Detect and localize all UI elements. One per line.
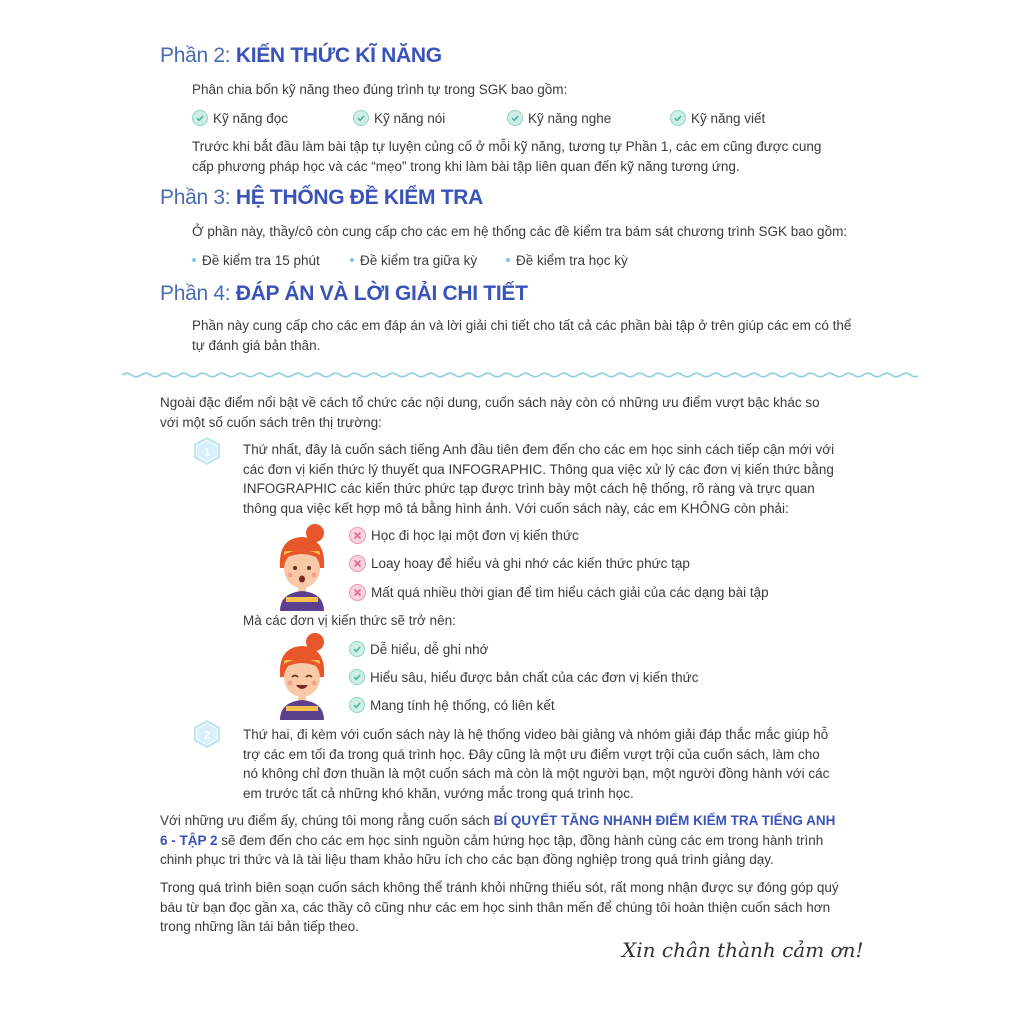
check-icon	[670, 110, 686, 126]
test-label: Đề kiểm tra học kỳ	[516, 252, 628, 268]
closing-paragraph-2: Trong quá trình biên soạn cuốn sách không thể tránh khỏi những thiếu sót, rất mong nhận được sự đóng góp quý báu từ bạn đọc gần xa, các thầy cô cũng như các em học sinh thân mến để chúng tôi hoàn thiện cuốn sách hơn trong những lần tái bản tiếp theo.	[160, 880, 839, 935]
positive-label: Dễ hiểu, dễ ghi nhớ	[370, 641, 489, 657]
first-advantage-text: Thứ nhất, đây là cuốn sách tiếng Anh đầu tiên đem đến cho các em học sinh cách tiếp cận mới với các đơn vị kiến thức lý thuyết qua INFOGRAPHIC. Thông qua việc xử lý các đơn vị kiến thức bằng INFOGRAPHIC các kiến thức phức tạp được trình bày một cách hệ thống, rõ ràng và trực quan thông qua việc kết hợp mô tả bằng hình ảnh. Với cuốn sách này, các em KHÔNG còn phải:	[243, 442, 835, 516]
skill-item	[670, 108, 765, 128]
part2-title: KIẾN THỨC KĨ NĂNG	[235, 44, 442, 67]
check-icon	[353, 110, 369, 126]
book-title: BÍ QUYẾT TĂNG NHANH ĐIỂM KIỂM TRA TIẾNG ANH 6 - TẬP 2	[160, 813, 836, 848]
number-2: 2	[203, 729, 211, 742]
part4-heading	[160, 282, 528, 306]
skill-item	[353, 108, 445, 128]
bullet-icon	[506, 258, 510, 262]
cross-icon	[349, 555, 366, 572]
cross-icon	[349, 527, 366, 544]
part3-prefix: Phần 3:	[160, 186, 236, 209]
part4-prefix: Phần 4:	[160, 282, 236, 305]
part4-body: Phần này cung cấp cho các em đáp án và lời giải chi tiết cho tất cả các phần bài tập ở trên giúp các em có thể tự đánh giá bản thân.	[192, 318, 852, 353]
wave-divider	[122, 368, 918, 382]
skill-label: Kỹ năng viết	[691, 110, 766, 126]
test-item	[350, 250, 477, 270]
test-item	[506, 250, 628, 270]
part2-prefix: Phần 2:	[160, 44, 236, 67]
happy-girl-illustration	[272, 632, 332, 720]
part2-heading	[160, 44, 442, 68]
advantages-intro: Ngoài đặc điểm nổi bật về cách tổ chức các nội dung, cuốn sách này còn có những ưu điểm vượt bậc khác so với một số cuốn sách trên thị trường:	[160, 395, 820, 430]
number-1: 1	[203, 446, 211, 459]
negative-item	[349, 525, 579, 545]
bullet-icon	[192, 258, 196, 262]
sad-girl-illustration	[272, 523, 332, 611]
negative-label: Mất quá nhiều thời gian để tìm hiểu cách giải của các dạng bài tập	[371, 584, 769, 600]
skill-label: Kỹ năng nói	[374, 110, 446, 126]
closing-before: Với những ưu điểm ấy, chúng tôi mong rằng cuốn sách	[160, 813, 494, 828]
positive-item	[349, 667, 698, 687]
test-label: Đề kiểm tra 15 phút	[202, 252, 320, 268]
test-item	[192, 250, 320, 270]
test-label: Đề kiểm tra giữa kỳ	[360, 252, 478, 268]
positive-item	[349, 695, 555, 715]
negative-label: Loay hoay để hiểu và ghi nhớ các kiến thức phức tạp	[371, 555, 690, 571]
part2-body: Trước khi bắt đầu làm bài tập tự luyện củng cố ở mỗi kỹ năng, tương tự Phần 1, các em cũng được cung cấp phương pháp học và các “mẹo” trong khi làm bài tập liên quan đến kỹ năng tương ứng.	[192, 139, 822, 174]
check-icon	[349, 697, 365, 713]
skill-item	[507, 108, 611, 128]
bullet-icon	[350, 258, 354, 262]
signature: Xin chân thành cảm ơn!	[622, 938, 864, 962]
closing-paragraph-1	[160, 811, 844, 870]
negative-item	[349, 582, 769, 602]
part3-title: HỆ THỐNG ĐỀ KIỂM TRA	[235, 186, 483, 209]
becomes-label: Mà các đơn vị kiến thức sẽ trở nên:	[243, 613, 456, 628]
number-hexagon-2	[192, 719, 222, 749]
check-icon	[349, 669, 365, 685]
positive-item	[349, 639, 488, 659]
skill-item	[192, 108, 288, 128]
positive-label: Hiểu sâu, hiểu được bản chất của các đơn vị kiến thức	[370, 669, 699, 685]
part3-heading	[160, 186, 483, 210]
negative-item	[349, 553, 690, 573]
cross-icon	[349, 584, 366, 601]
negative-label: Học đi học lại một đơn vị kiến thức	[371, 527, 579, 543]
number-hexagon-1	[192, 436, 222, 466]
part2-intro: Phân chia bốn kỹ năng theo đúng trình tự trong SGK bao gồm:	[192, 82, 568, 97]
part3-intro: Ở phần này, thầy/cô còn cung cấp cho các em hệ thống các đề kiểm tra bám sát chương trình SGK bao gồm:	[192, 224, 848, 239]
check-icon	[192, 110, 208, 126]
second-advantage-text: Thứ hai, đi kèm với cuốn sách này là hệ thống video bài giảng và nhóm giải đáp thắc mắc giúp hỗ trợ các em tối đa trong quá trình học. Đây cũng là một ưu điểm vượt trội của cuốn sách, làm cho nó không chỉ đơn thuần là một cuốn sách mà còn là một người bạn, một người đồng hành với các em trước tất cả những khó khăn, vướng mắc trong quá trình học.	[243, 727, 830, 801]
skill-label: Kỹ năng đọc	[213, 110, 289, 126]
check-icon	[507, 110, 523, 126]
positive-label: Mang tính hệ thống, có liên kết	[370, 697, 555, 713]
part4-title: ĐÁP ÁN VÀ LỜI GIẢI CHI TIẾT	[235, 282, 528, 305]
closing-after: sẽ đem đến cho các em học sinh nguồn cảm hứng học tập, đồng hành cùng các em trong hành trình chinh phục tri thức và là tài liệu tham khảo hữu ích cho các bạn đồng nghiệp trong quá trình giảng dạy.	[160, 832, 824, 868]
skill-label: Kỹ năng nghe	[528, 110, 612, 126]
check-icon	[349, 641, 365, 657]
